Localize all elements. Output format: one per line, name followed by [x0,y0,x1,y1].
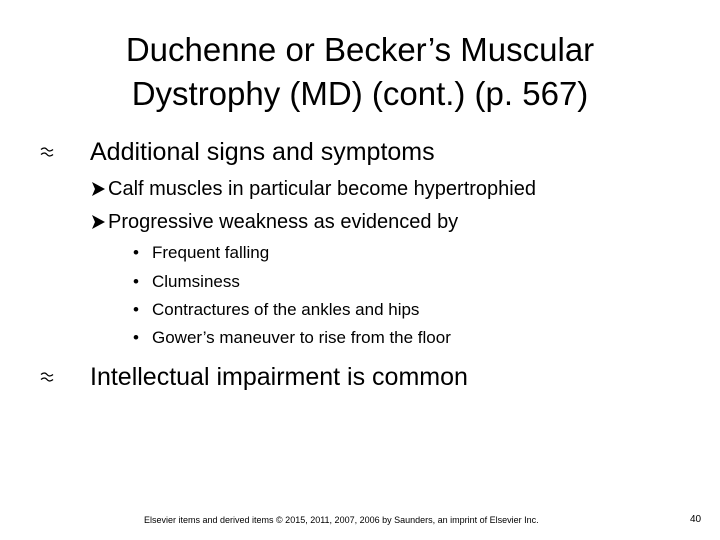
sub-sub-bullet-label: Gower’s maneuver to rise from the floor [152,328,451,347]
bullet-label: Intellectual impairment is common [90,363,468,391]
wave-bullet-icon [40,146,54,158]
bullet-label: Additional signs and symptoms [90,138,435,166]
sub-bullet-label: Progressive weakness as evidenced by [108,211,459,233]
slide-title [60,28,660,116]
dot-bullet-icon: • [133,243,139,262]
dot-bullet-icon: • [133,272,139,291]
wave-bullet-icon [40,371,54,383]
page-number: 40 [690,514,702,525]
slide-title-line-2: Dystrophy (MD) (cont.) (p. 567) [131,75,589,112]
arrow-bullet-icon [90,181,106,197]
copyright-footer: Elsevier items and derived items © 2015, 2011, 2007, 2006 by Saunders, an imprint of Elsevier Inc. [144,515,539,525]
dot-bullet-icon: • [133,328,139,347]
sub-sub-bullet-label: Clumsiness [152,272,240,291]
arrow-bullet-icon [90,214,106,230]
sub-sub-bullet-label: Frequent falling [152,243,270,262]
sub-bullet-label: Calf muscles in particular become hypertrophied [108,178,536,200]
sub-sub-bullet-label: Contractures of the ankles and hips [152,300,420,319]
dot-bullet-icon: • [133,300,139,319]
slide-title-line-1: Duchenne or Becker’s Muscular [125,31,595,68]
